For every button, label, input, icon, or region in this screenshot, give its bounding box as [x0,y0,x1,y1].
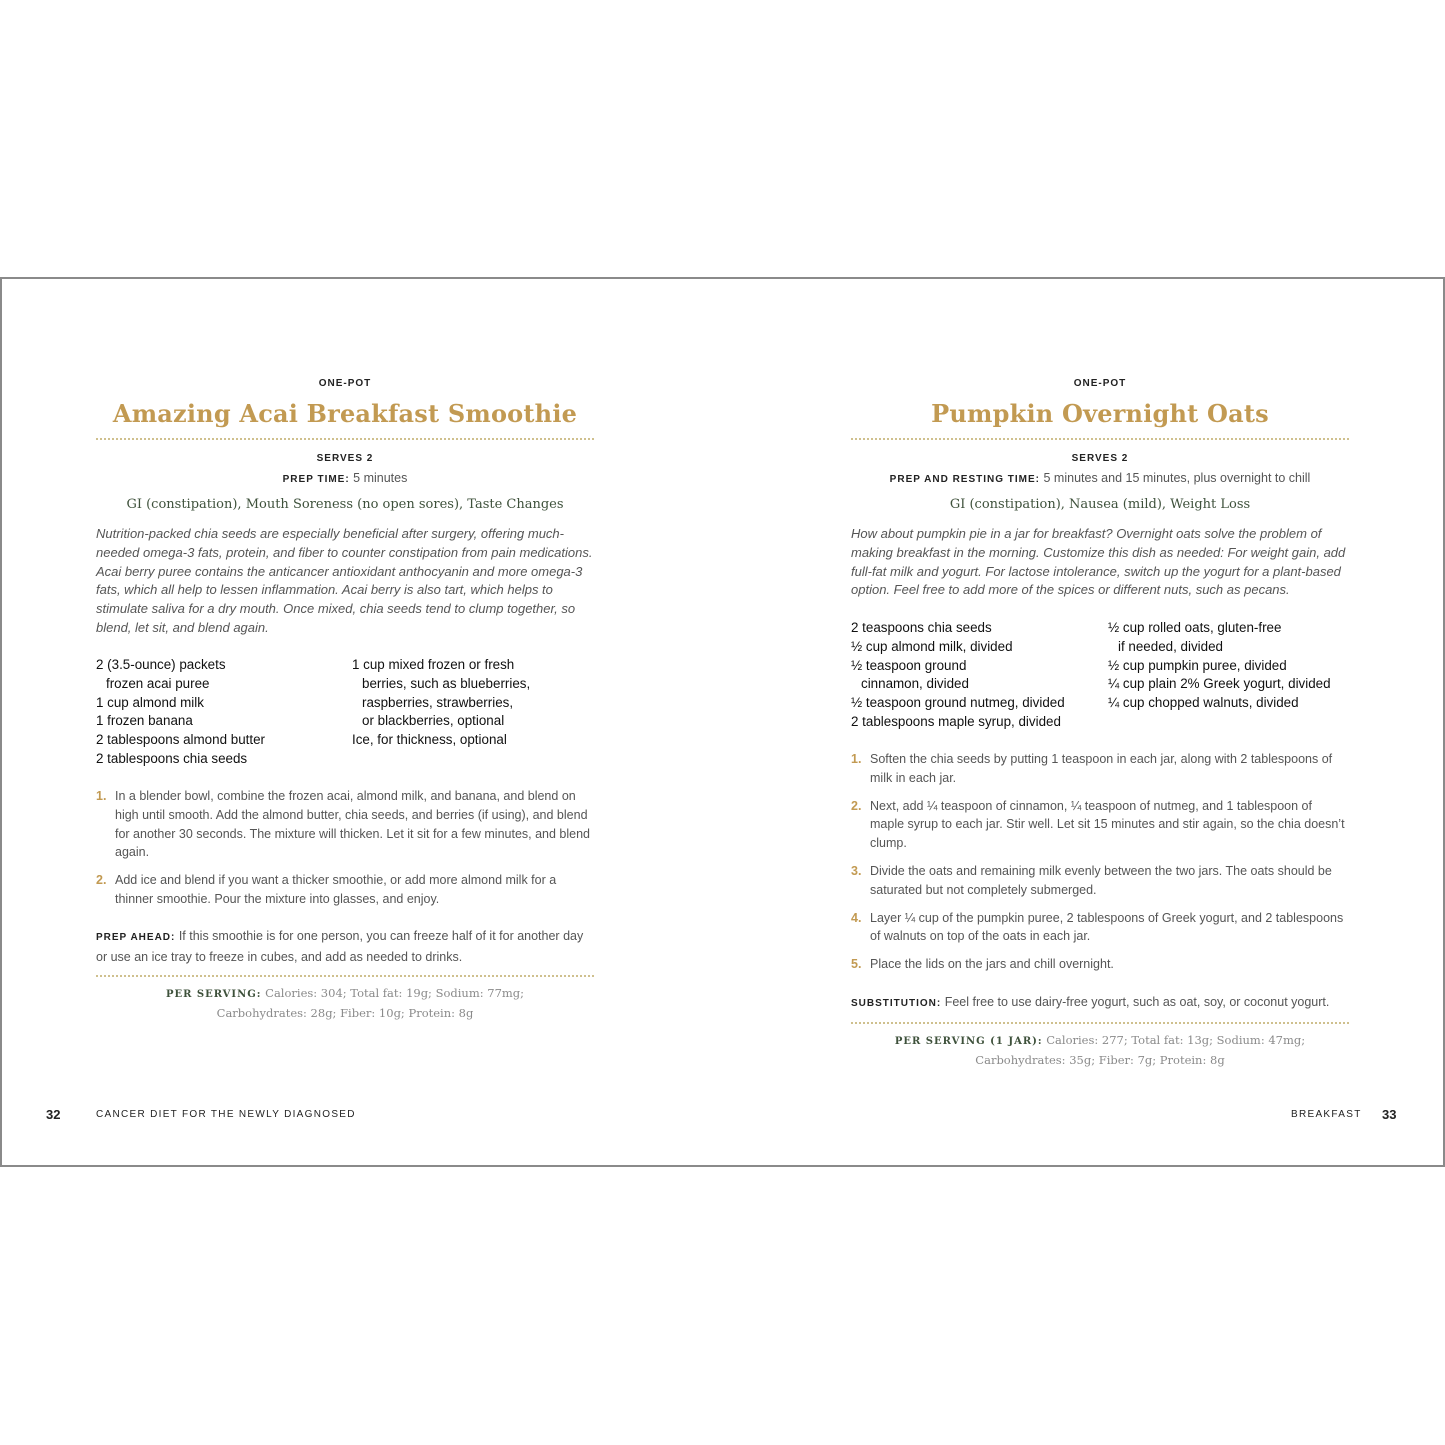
ingredient-line: if needed, divided [1118,638,1223,654]
nutrition-line-2: Carbohydrates: 35g; Fiber: 7g; Protein: 8g [975,1053,1225,1067]
ingredient-line: Ice, for thickness, optional [352,732,507,748]
nutrition-divider [851,1022,1349,1024]
ingredient-line: 1 frozen banana [96,713,193,729]
prep-time-label: PREP TIME: [282,474,350,485]
nutrition-label: PER SERVING (1 JAR): [894,1036,1043,1047]
running-head-right: BREAKFAST [1291,1109,1362,1120]
recipe-intro: Nutrition-packed chia seeds are especially beneficial after surgery, offering much-needed omega-3 fats, protein, and fiber to counter constipation from pain medications. Acai berry puree contains the anticancer antioxidant anthocyanin and more omega-3 fats, which all help to lessen inflammation. Acai berry is also tart, which helps to stimulate saliva for a dry mouth. Once mixed, chia seeds tend to clump together, so blend, let sit, and blend again. [96,526,593,635]
ingredient-line: ½ cup pumpkin puree, divided [1108,657,1287,673]
method-step [851,955,1349,974]
step-number: 4. [851,910,862,925]
ingredient-line: 2 teaspoons chia seeds [851,620,992,635]
ingredient-line: 2 tablespoons maple syrup, divided [851,713,1061,729]
serves-label: SERVES 2 [316,453,374,464]
book-spread [0,277,1445,1167]
ingredient-line: ½ teaspoon ground [851,657,967,673]
note-label: SUBSTITUTION: [851,998,942,1009]
ingredient-line: ½ cup rolled oats, gluten-free [1108,620,1282,635]
prep-time-value: 5 minutes [349,471,408,485]
recipe-category: ONE-POT [1073,378,1127,389]
step-number: 5. [851,957,862,972]
nutrition-line-1: Calories: 304; Total fat: 19g; Sodium: 77mg; [261,986,525,1000]
step-number: 1. [851,752,862,766]
method-step [851,797,1349,853]
method-step [851,909,1349,947]
prep-time [811,471,1389,485]
ingredients-column-1 [96,656,265,769]
substitution-note [851,993,1349,1014]
step-text: Add ice and blend if you want a thicker smoothie, or add more almond milk for a thinner smoothie. Pour the mixture into glasses, and enjoy. [115,873,557,906]
nutrition-info [851,1031,1349,1070]
ingredients-column-1 [851,619,1065,732]
recipe-title: Pumpkin Overnight Oats [931,399,1269,428]
title-divider [96,438,594,440]
ingredient-line: ¼ cup plain 2% Greek yogurt, divided [1108,676,1331,692]
ingredient-line: 2 tablespoons chia seeds [96,750,248,766]
recipe-category: ONE-POT [318,378,372,389]
nutrition-info [96,984,594,1023]
serves-label: SERVES 2 [1071,453,1129,464]
prep-ahead-note [96,927,594,967]
ingredient-line: ½ teaspoon ground nutmeg, divided [851,695,1065,711]
ingredient-line: or blackberries, optional [362,713,505,729]
step-text: Layer ¼ cup of the pumpkin puree, 2 tablespoons of Greek yogurt, and 2 tablespoons of walnuts on top of the oats in each jar. [870,910,1344,944]
ingredient-line: 2 (3.5-ounce) packets [96,657,226,672]
step-text: In a blender bowl, combine the frozen acai, almond milk, and banana, and blend on high until smooth. Add the almond butter, chia seeds, and berries (if using), and blend for another 30 seconds. The mixture will thicken. Let it sit for a few minutes, and blend again. [115,789,591,860]
ingredient-line: 1 cup mixed frozen or fresh [352,657,515,672]
nutrition-line-1: Calories: 277; Total fat: 13g; Sodium: 47mg; [1042,1033,1306,1047]
ingredients-column-2 [352,656,530,750]
symptom-tags: GI (constipation), Mouth Soreness (no open sores), Taste Changes [126,497,564,512]
step-text: Divide the oats and remaining milk evenly between the two jars. The oats should be saturated but not completely submerged. [870,863,1332,897]
note-label: PREP AHEAD: [96,932,176,943]
method-step [96,787,594,862]
nutrition-line-2: Carbohydrates: 28g; Fiber: 10g; Protein: 8g [216,1006,474,1020]
ingredient-line: raspberries, strawberries, [362,694,514,710]
ingredient-line: 2 tablespoons almond butter [96,732,265,748]
running-head-left: CANCER DIET FOR THE NEWLY DIAGNOSED [96,1109,356,1120]
ingredient-line: ¼ cup chopped walnuts, divided [1108,695,1299,711]
step-text: Next, add ¼ teaspoon of cinnamon, ¼ teaspoon of nutmeg, and 1 tablespoon of maple syrup to each jar. Stir well. Let sit 15 minutes and stir again, so the chia doesn’t clump. [870,798,1345,851]
method-step [851,862,1349,900]
ingredient-line: 1 cup almond milk [96,694,204,710]
ingredients-column-2 [1108,619,1331,713]
method-steps [96,787,594,918]
step-number: 2. [96,873,107,888]
page-number-right: 33 [1382,1107,1397,1122]
prep-time-label: PREP AND RESTING TIME: [889,474,1041,485]
step-number: 2. [851,798,862,813]
step-number: 3. [851,863,862,878]
step-number: 1. [96,789,107,803]
step-text: Soften the chia seeds by putting 1 teaspoon in each jar, along with 2 tablespoons of milk in each jar. [870,752,1333,785]
page-number-left: 32 [46,1107,61,1122]
nutrition-divider [96,975,594,977]
note-text: Feel free to use dairy-free yogurt, such as oat, soy, or coconut yogurt. [941,995,1330,1009]
note-text: If this smoothie is for one person, you can freeze half of it for another day or use an ice tray to freeze in cubes, and add as needed to drinks. [96,929,584,964]
ingredient-line: frozen acai puree [106,675,210,691]
recipe-title: Amazing Acai Breakfast Smoothie [112,399,578,428]
nutrition-label: PER SERVING: [165,989,262,1000]
ingredient-line: ½ cup almond milk, divided [851,638,1013,654]
prep-time-value: 5 minutes and 15 minutes, plus overnight to chill [1040,471,1311,485]
symptom-tags: GI (constipation), Nausea (mild), Weight Loss [949,497,1251,512]
step-text: Place the lids on the jars and chill overnight. [870,957,1114,972]
method-step [96,871,594,909]
ingredient-line: cinnamon, divided [861,676,969,692]
recipe-intro: How about pumpkin pie in a jar for breakfast? Overnight oats solve the problem of making breakfast in the morning. Customize this dish as needed: For weight gain, add full-fat milk and yogurt. For lactose intolerance, switch up the yogurt for a plant-based option. Feel free to add more of the spices or different nuts, such as pecans. [851,526,1346,598]
prep-time [56,471,634,485]
method-step [851,750,1349,788]
ingredient-line: berries, such as blueberries, [362,675,531,691]
title-divider [851,438,1349,440]
method-steps [851,750,1349,983]
